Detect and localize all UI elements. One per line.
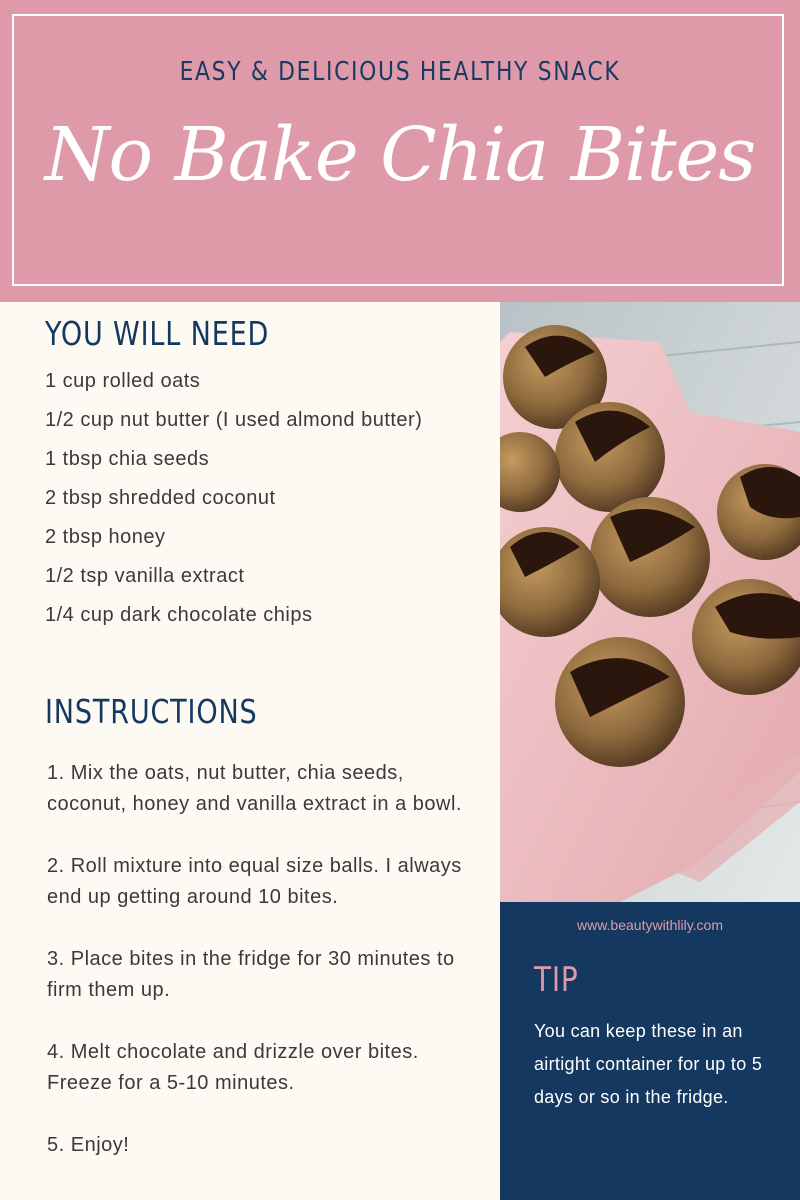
ingredient-item: 1/2 tsp vanilla extract [45, 565, 245, 587]
instruction-step: 5. Enjoy! [47, 1134, 130, 1156]
tip-box [500, 902, 800, 1200]
ingredient-item: 2 tbsp honey [45, 526, 166, 548]
page-subtitle: EASY & DELICIOUS HEALTHY SNACK [179, 57, 621, 87]
ingredient-item: 2 tbsp shredded coconut [45, 487, 276, 509]
tip-heading: TIP [534, 960, 579, 1000]
instruction-step: 1. Mix the oats, nut butter, chia seeds, coconut, honey and vanilla extract in a bowl. [47, 762, 462, 815]
instructions-list [47, 758, 487, 1192]
ingredient-item: 1/4 cup dark chocolate chips [45, 604, 313, 626]
header-banner [0, 0, 800, 302]
ingredients-heading: YOU WILL NEED [45, 314, 270, 353]
ingredient-item: 1 cup rolled oats [45, 370, 201, 392]
ingredients-list [45, 362, 485, 635]
instruction-step: 3. Place bites in the fridge for 30 minutes to firm them up. [47, 948, 455, 1001]
page-title: No Bake Chia Bites [44, 112, 756, 198]
instructions-heading: INSTRUCTIONS [45, 692, 258, 731]
photo-illustration [500, 302, 800, 902]
website-link[interactable]: www.beautywithlily.com [576, 917, 723, 933]
instruction-step: 2. Roll mixture into equal size balls. I always end up getting around 10 bites. [47, 855, 462, 908]
chia-bites-photo [500, 302, 800, 902]
ingredient-item: 1 tbsp chia seeds [45, 448, 210, 470]
tip-text: You can keep these in an airtight container for up to 5 days or so in the fridge. [534, 1021, 763, 1107]
ingredient-item: 1/2 cup nut butter (I used almond butter) [45, 409, 423, 431]
instruction-step: 4. Melt chocolate and drizzle over bites. Freeze for a 5-10 minutes. [47, 1041, 419, 1094]
